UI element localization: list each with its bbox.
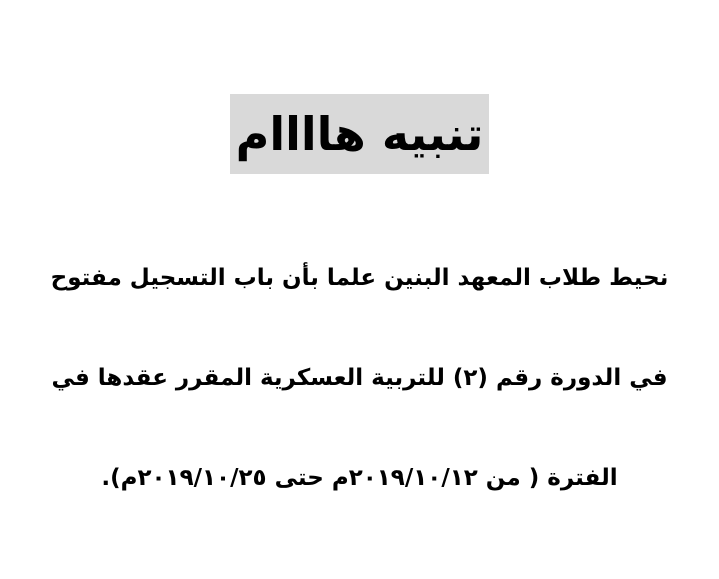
- title-container: [0, 94, 719, 174]
- notice-line-1: نحيط طلاب المعهد البنين علما بأن باب التسجيل مفتوح: [50, 265, 669, 291]
- notice-title: تنبيه هاااام: [230, 94, 490, 174]
- notice-line-3: الفترة ( من ٢٠١٩/١٠/١٢م حتى ٢٠١٩/١٠/٢٥م).: [101, 465, 618, 491]
- notice-line-2: في الدورة رقم (٢) للتربية العسكرية المقرر عقدها في: [51, 365, 668, 391]
